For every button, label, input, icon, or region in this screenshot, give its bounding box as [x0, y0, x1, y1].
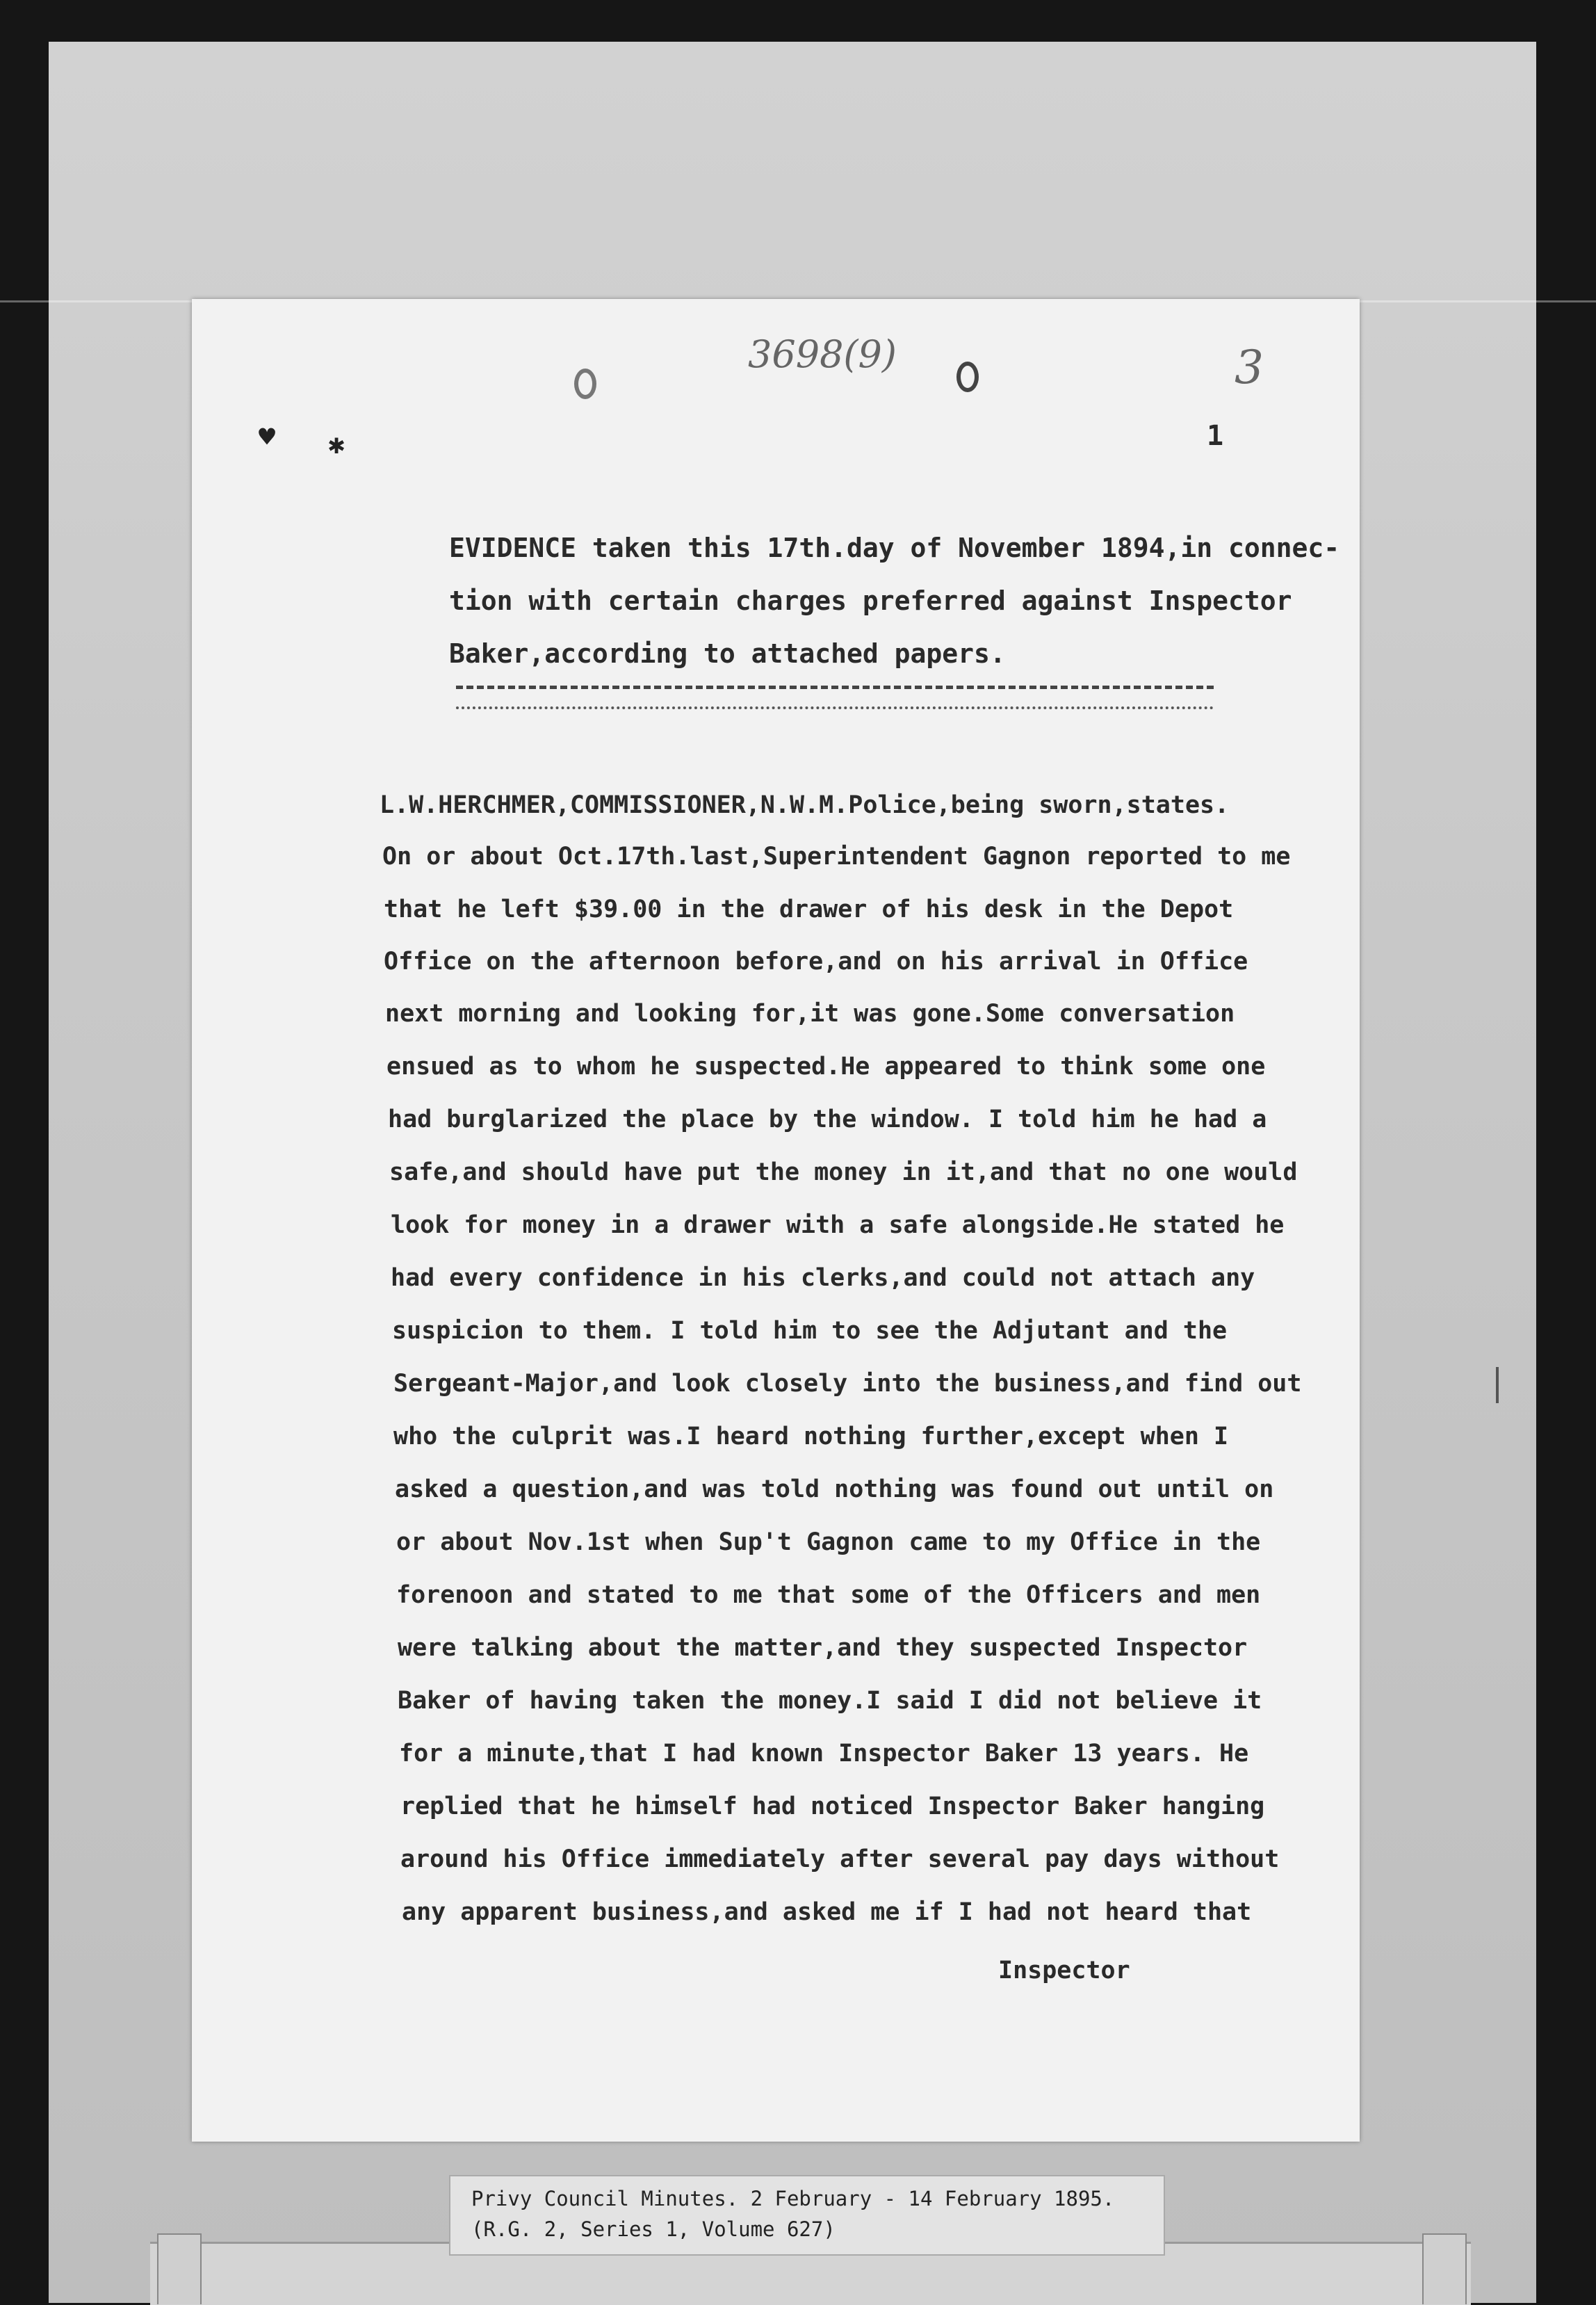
- heading-line: Baker,according to attached papers.: [449, 638, 1006, 669]
- body-line: L.W.HERCHMER,COMMISSIONER,N.W.M.Police,being sworn,states.: [380, 791, 1230, 819]
- heading-line: EVIDENCE taken this 17th.day of November 1894,in connec-: [449, 533, 1340, 563]
- catchword: Inspector: [998, 1957, 1130, 1984]
- heading-line: tion with certain charges preferred against Inspector: [449, 585, 1292, 616]
- body-line: had burglarized the place by the window. I told him he had a: [388, 1106, 1267, 1133]
- body-line: Sergeant-Major,and look closely into the business,and find out: [393, 1370, 1302, 1398]
- body-line: ensued as to whom he suspected.He appeared to think some one: [386, 1053, 1266, 1081]
- body-line: Office on the afternoon before,and on his arrival in Office: [384, 948, 1248, 976]
- margin-tick-mark: [1496, 1367, 1499, 1403]
- ink-blot-mark: ♥: [259, 421, 276, 453]
- body-line: had every confidence in his clerks,and could not attach any: [391, 1264, 1255, 1292]
- heading-dashed-rule: [456, 686, 1214, 689]
- body-line: next morning and looking for,it was gone.Some conversation: [385, 1000, 1235, 1028]
- body-line: Baker of having taken the money.I said I did not believe it: [398, 1687, 1262, 1715]
- underlying-page-tab-right: [1422, 2233, 1467, 2304]
- body-line: look for money in a drawer with a safe alongside.He stated he: [391, 1211, 1285, 1239]
- body-line: who the culprit was.I heard nothing further,except when I: [393, 1423, 1229, 1450]
- body-line: safe,and should have put the money in it,and that no one would: [389, 1158, 1298, 1186]
- body-line: were talking about the matter,and they suspected Inspector: [398, 1634, 1248, 1662]
- body-line: replied that he himself had noticed Inspector Baker hanging: [400, 1793, 1265, 1820]
- body-line: around his Office immediately after several pay days without: [400, 1845, 1280, 1873]
- body-line: suspicion to them. I told him to see the Adjutant and the: [392, 1317, 1228, 1345]
- archive-label-line: Privy Council Minutes. 2 February - 14 February 1895.: [471, 2187, 1115, 2210]
- body-line: any apparent business,and asked me if I had not heard that: [402, 1898, 1252, 1926]
- body-line: that he left $39.00 in the drawer of his desk in the Depot: [384, 896, 1234, 923]
- punch-hole-right: [956, 362, 979, 392]
- typed-page-number: 1: [1207, 420, 1224, 452]
- body-line: for a minute,that I had known Inspector Baker 13 years. He: [399, 1740, 1249, 1768]
- heading-dotted-rule: [456, 706, 1214, 709]
- handwritten-reference-number: 3698(9): [748, 332, 897, 376]
- body-line: asked a question,and was told nothing was found out until on: [395, 1475, 1274, 1503]
- archive-citation-label: [449, 2175, 1165, 2256]
- body-line: or about Nov.1st when Sup't Gagnon came to my Office in the: [396, 1528, 1261, 1556]
- handwritten-page-number: 3: [1235, 341, 1264, 394]
- archive-label-line: (R.G. 2, Series 1, Volume 627): [471, 2217, 836, 2241]
- body-line: forenoon and stated to me that some of the Officers and men: [396, 1581, 1261, 1609]
- body-line: On or about Oct.17th.last,Superintendent Gagnon reported to me: [382, 843, 1291, 871]
- underlying-page-tab-left: [157, 2233, 202, 2304]
- punch-hole-left: [574, 369, 596, 399]
- ink-blot-mark: ✱: [328, 428, 345, 460]
